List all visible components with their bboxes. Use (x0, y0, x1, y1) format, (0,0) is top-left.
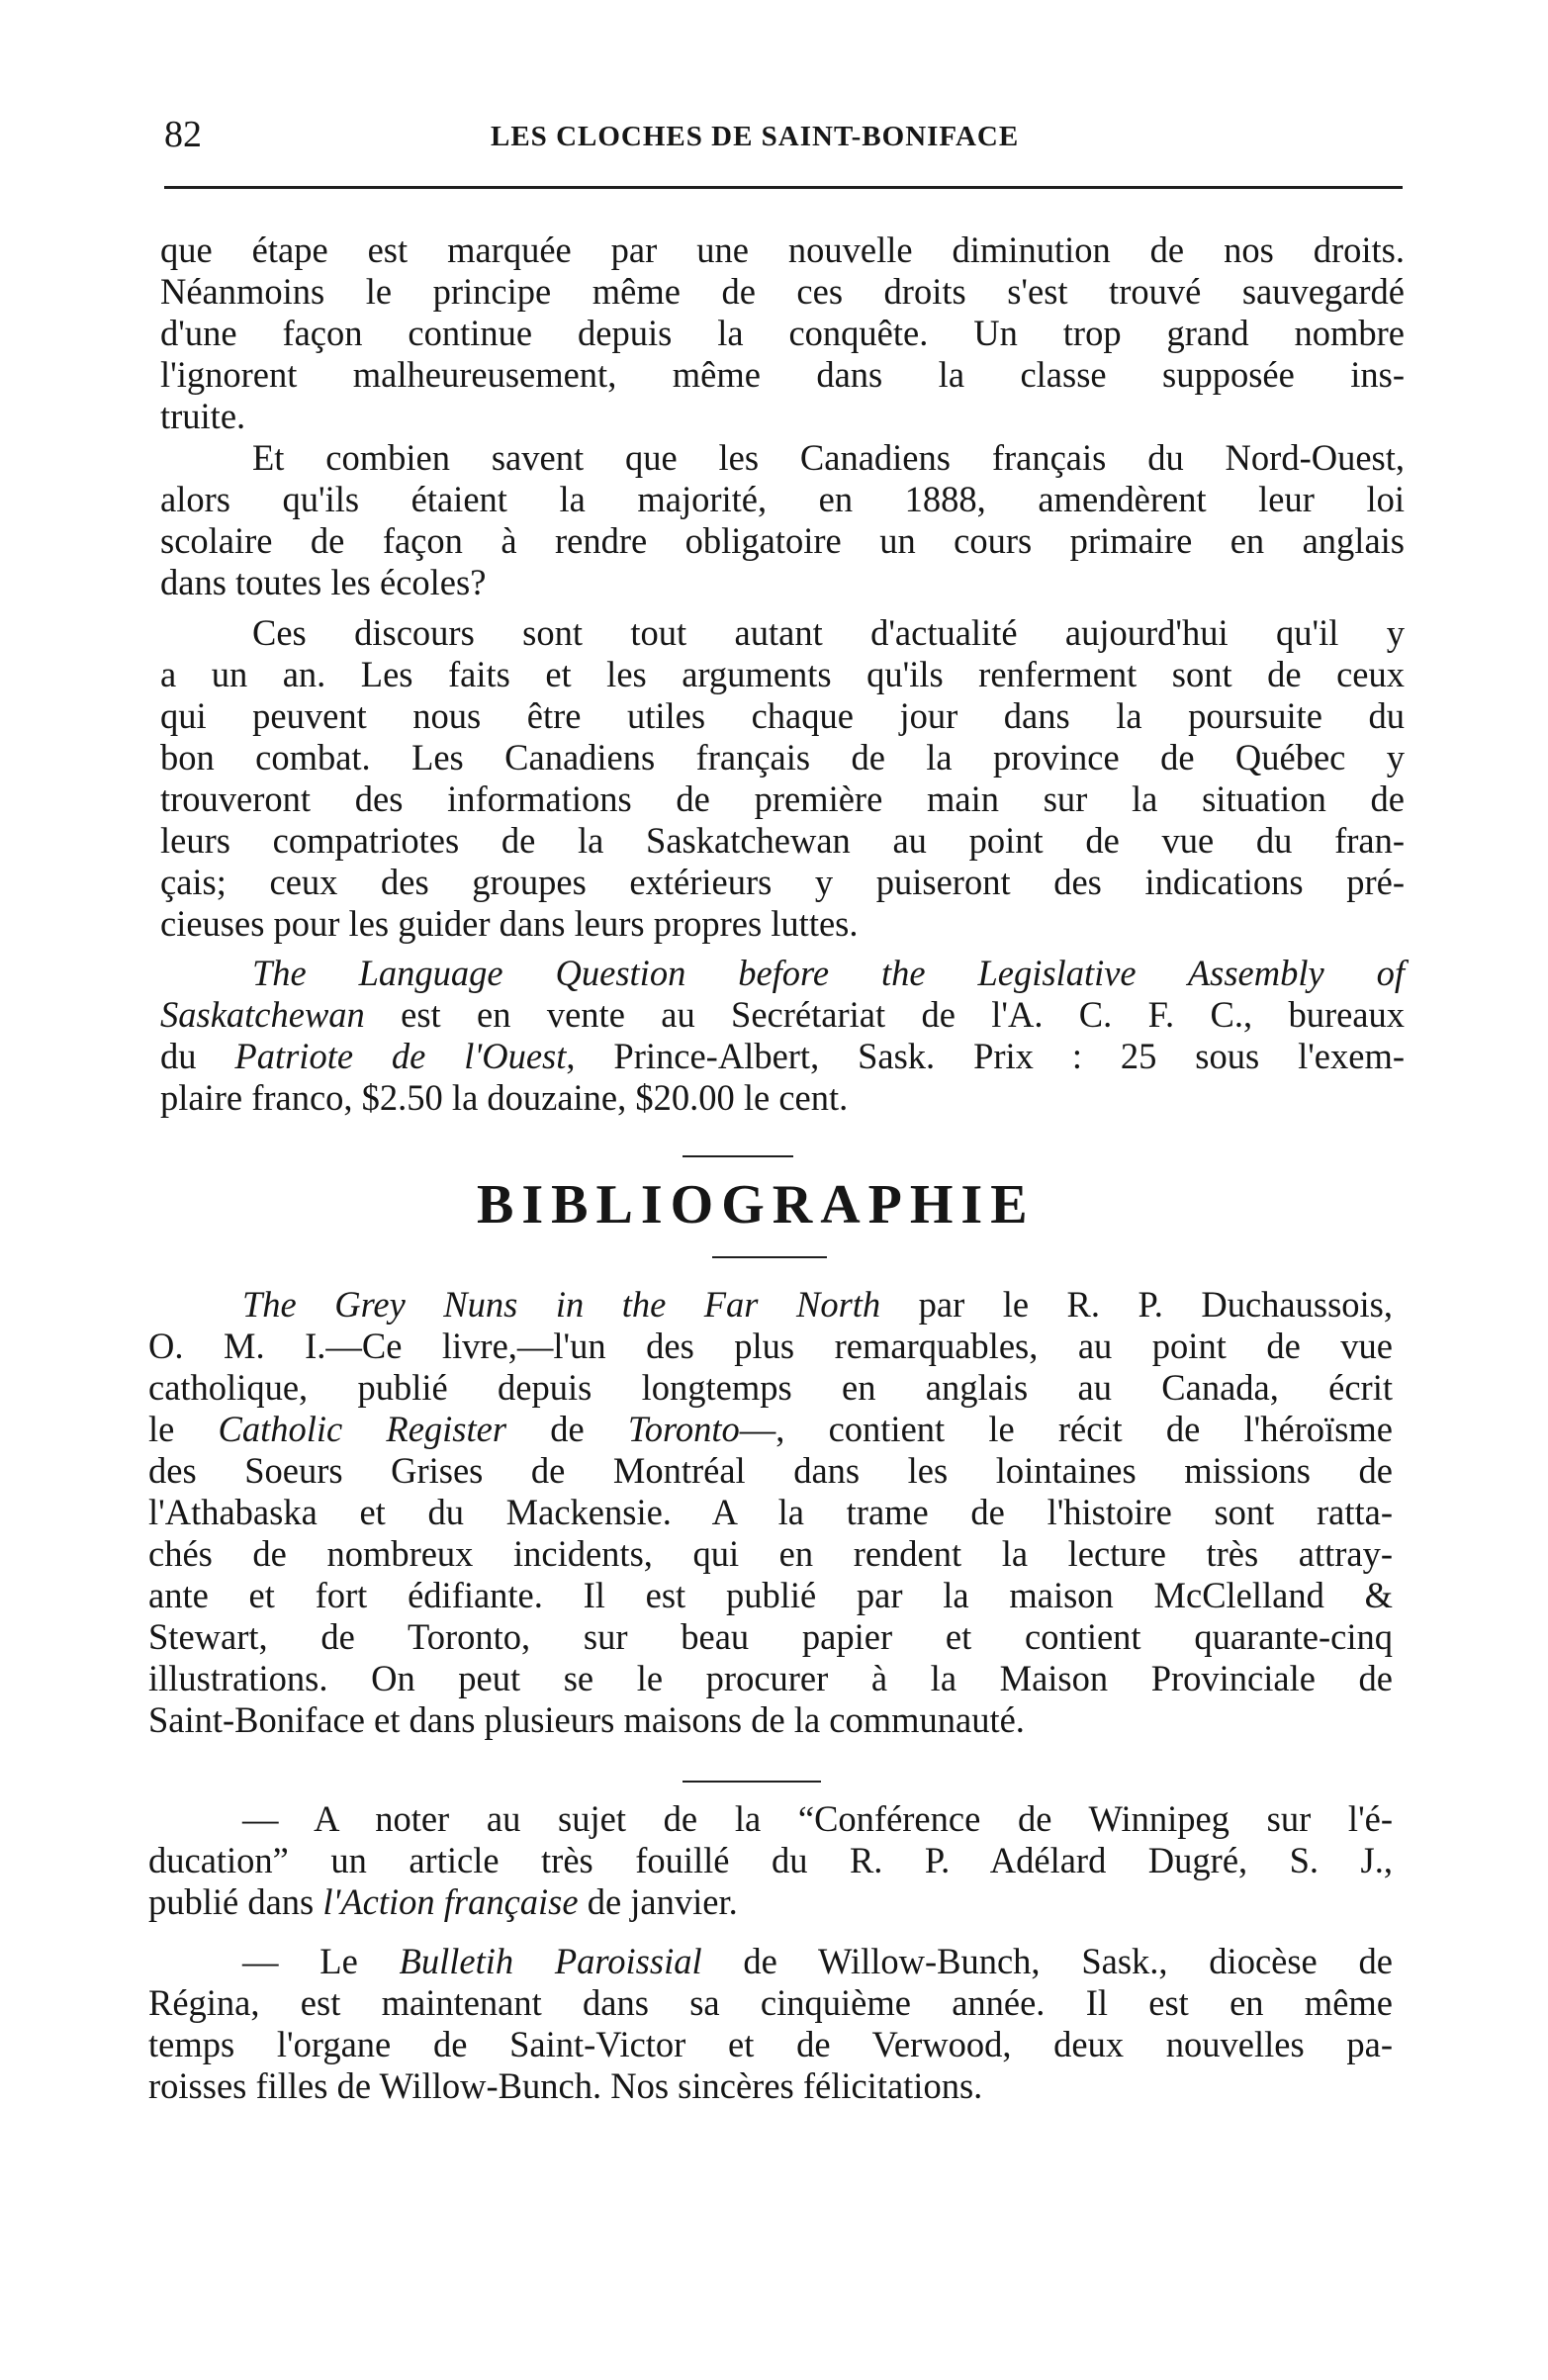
book-title: Saskatchewan (160, 994, 365, 1035)
text-line: que étape est marquée par une nouvelle diminution de nos droits. (160, 229, 1405, 270)
text-line: scolaire de façon à rendre obligatoire un cours primaire en anglais (160, 520, 1405, 561)
text-line: bon combat. Les Canadiens français de la province de Québec y (160, 737, 1405, 778)
text-line: d'une façon continue depuis la conquête. Un trop grand nombre (160, 313, 1405, 353)
text-line: ante et fort édifiante. Il est publié par la maison McClelland & (148, 1575, 1393, 1615)
text-line: leurs compatriotes de la Saskatchewan au point de vue du fran- (160, 820, 1405, 861)
text-line: le Catholic Register de Toronto—, contient le récit de l'héroïsme (148, 1409, 1393, 1449)
text-line: cieuses pour les guider dans leurs propres luttes. (160, 903, 859, 944)
text-line: l'ignorent malheureusement, même dans la classe supposée ins- (160, 354, 1405, 395)
text-line: publié dans l'Action française de janvier. (148, 1881, 738, 1922)
newspaper-title: Patriote de l'Ouest (234, 1036, 567, 1076)
header-rule (164, 186, 1403, 189)
text-line: chés de nombreux incidents, qui en rendent la lecture très attray- (148, 1533, 1393, 1574)
journal-title: l'Action française (322, 1881, 579, 1922)
text-line: The Grey Nuns in the Far North par le R. P. Duchaussois, (242, 1284, 1393, 1325)
text-line: O. M. I.—Ce livre,—l'un des plus remarquables, au point de vue (148, 1326, 1393, 1366)
text-line: dans toutes les écoles? (160, 562, 487, 602)
text-line: Néanmoins le principe même de ces droits s'est trouvé sauvegardé (160, 271, 1405, 312)
text-line: çais; ceux des groupes extérieurs y puiseront des indications pré- (160, 862, 1405, 902)
text-line (252, 953, 1405, 994)
text-line: qui peuvent nous être utiles chaque jour dans la poursuite du (160, 695, 1405, 736)
text-line: Ces discours sont tout autant d'actualité aujourd'hui qu'il y (252, 612, 1405, 653)
text-line: Saint-Boniface et dans plusieurs maisons de la communauté. (148, 1699, 1025, 1740)
bulletin-title: Bulletih Paroissial (399, 1941, 702, 1981)
text-line: catholique, publié depuis longtemps en anglais au Canada, écrit (148, 1367, 1393, 1408)
section-heading: BIBLIOGRAPHIE (477, 1174, 1036, 1236)
text-line: plaire franco, $2.50 la douzaine, $20.00 le cent. (160, 1077, 849, 1118)
text-line: — Le Bulletih Paroissial de Willow-Bunch, Sask., diocèse de (242, 1941, 1393, 1981)
text-line: illustrations. On peut se le procurer à la Maison Provinciale de (148, 1658, 1393, 1698)
newspaper-title: Catholic Register (218, 1409, 507, 1449)
text-line: Régina, est maintenant dans sa cinquième année. Il est en même (148, 1982, 1393, 2023)
book-title: The Language Question before the Legislative Assembly of (252, 953, 1405, 993)
running-title: LES CLOCHES DE SAINT-BONIFACE (491, 121, 1020, 152)
page-header (164, 111, 1403, 170)
text-line: trouveront des informations de première main sur la situation de (160, 778, 1405, 819)
text-line: Saskatchewan est en vente au Secrétariat de l'A. C. F. C., bureaux (160, 994, 1405, 1035)
book-title: The Grey Nuns in the Far North (242, 1284, 881, 1325)
text-line: du Patriote de l'Ouest, Prince-Albert, Sask. Prix : 25 sous l'exem- (160, 1036, 1405, 1076)
text-line: roisses filles de Willow-Bunch. Nos sincères félicitations. (148, 2065, 983, 2106)
text-line: l'Athabaska et du Mackensie. A la trame de l'histoire sont ratta- (148, 1492, 1393, 1532)
newspaper-city: Toronto (627, 1409, 740, 1449)
page-number: 82 (164, 114, 202, 155)
entry-divider (683, 1781, 821, 1783)
text-line: alors qu'ils étaient la majorité, en 1888, amendèrent leur loi (160, 479, 1405, 519)
text-line: a un an. Les faits et les arguments qu'ils renferment sont de ceux (160, 654, 1405, 694)
text-line: ducation” un article très fouillé du R. P. Adélard Dugré, S. J., (148, 1840, 1393, 1880)
section-divider (683, 1155, 793, 1157)
text-line: truite. (160, 396, 246, 436)
text-line: des Soeurs Grises de Montréal dans les lointaines missions de (148, 1450, 1393, 1491)
text-line: Et combien savent que les Canadiens français du Nord-Ouest, (252, 437, 1405, 478)
text-line: Stewart, de Toronto, sur beau papier et contient quarante-cinq (148, 1616, 1393, 1657)
text-line: — A noter au sujet de la “Conférence de Winnipeg sur l'é- (242, 1798, 1393, 1839)
heading-underline (712, 1256, 827, 1258)
text-line: temps l'organe de Saint-Victor et de Verwood, deux nouvelles pa- (148, 2024, 1393, 2064)
